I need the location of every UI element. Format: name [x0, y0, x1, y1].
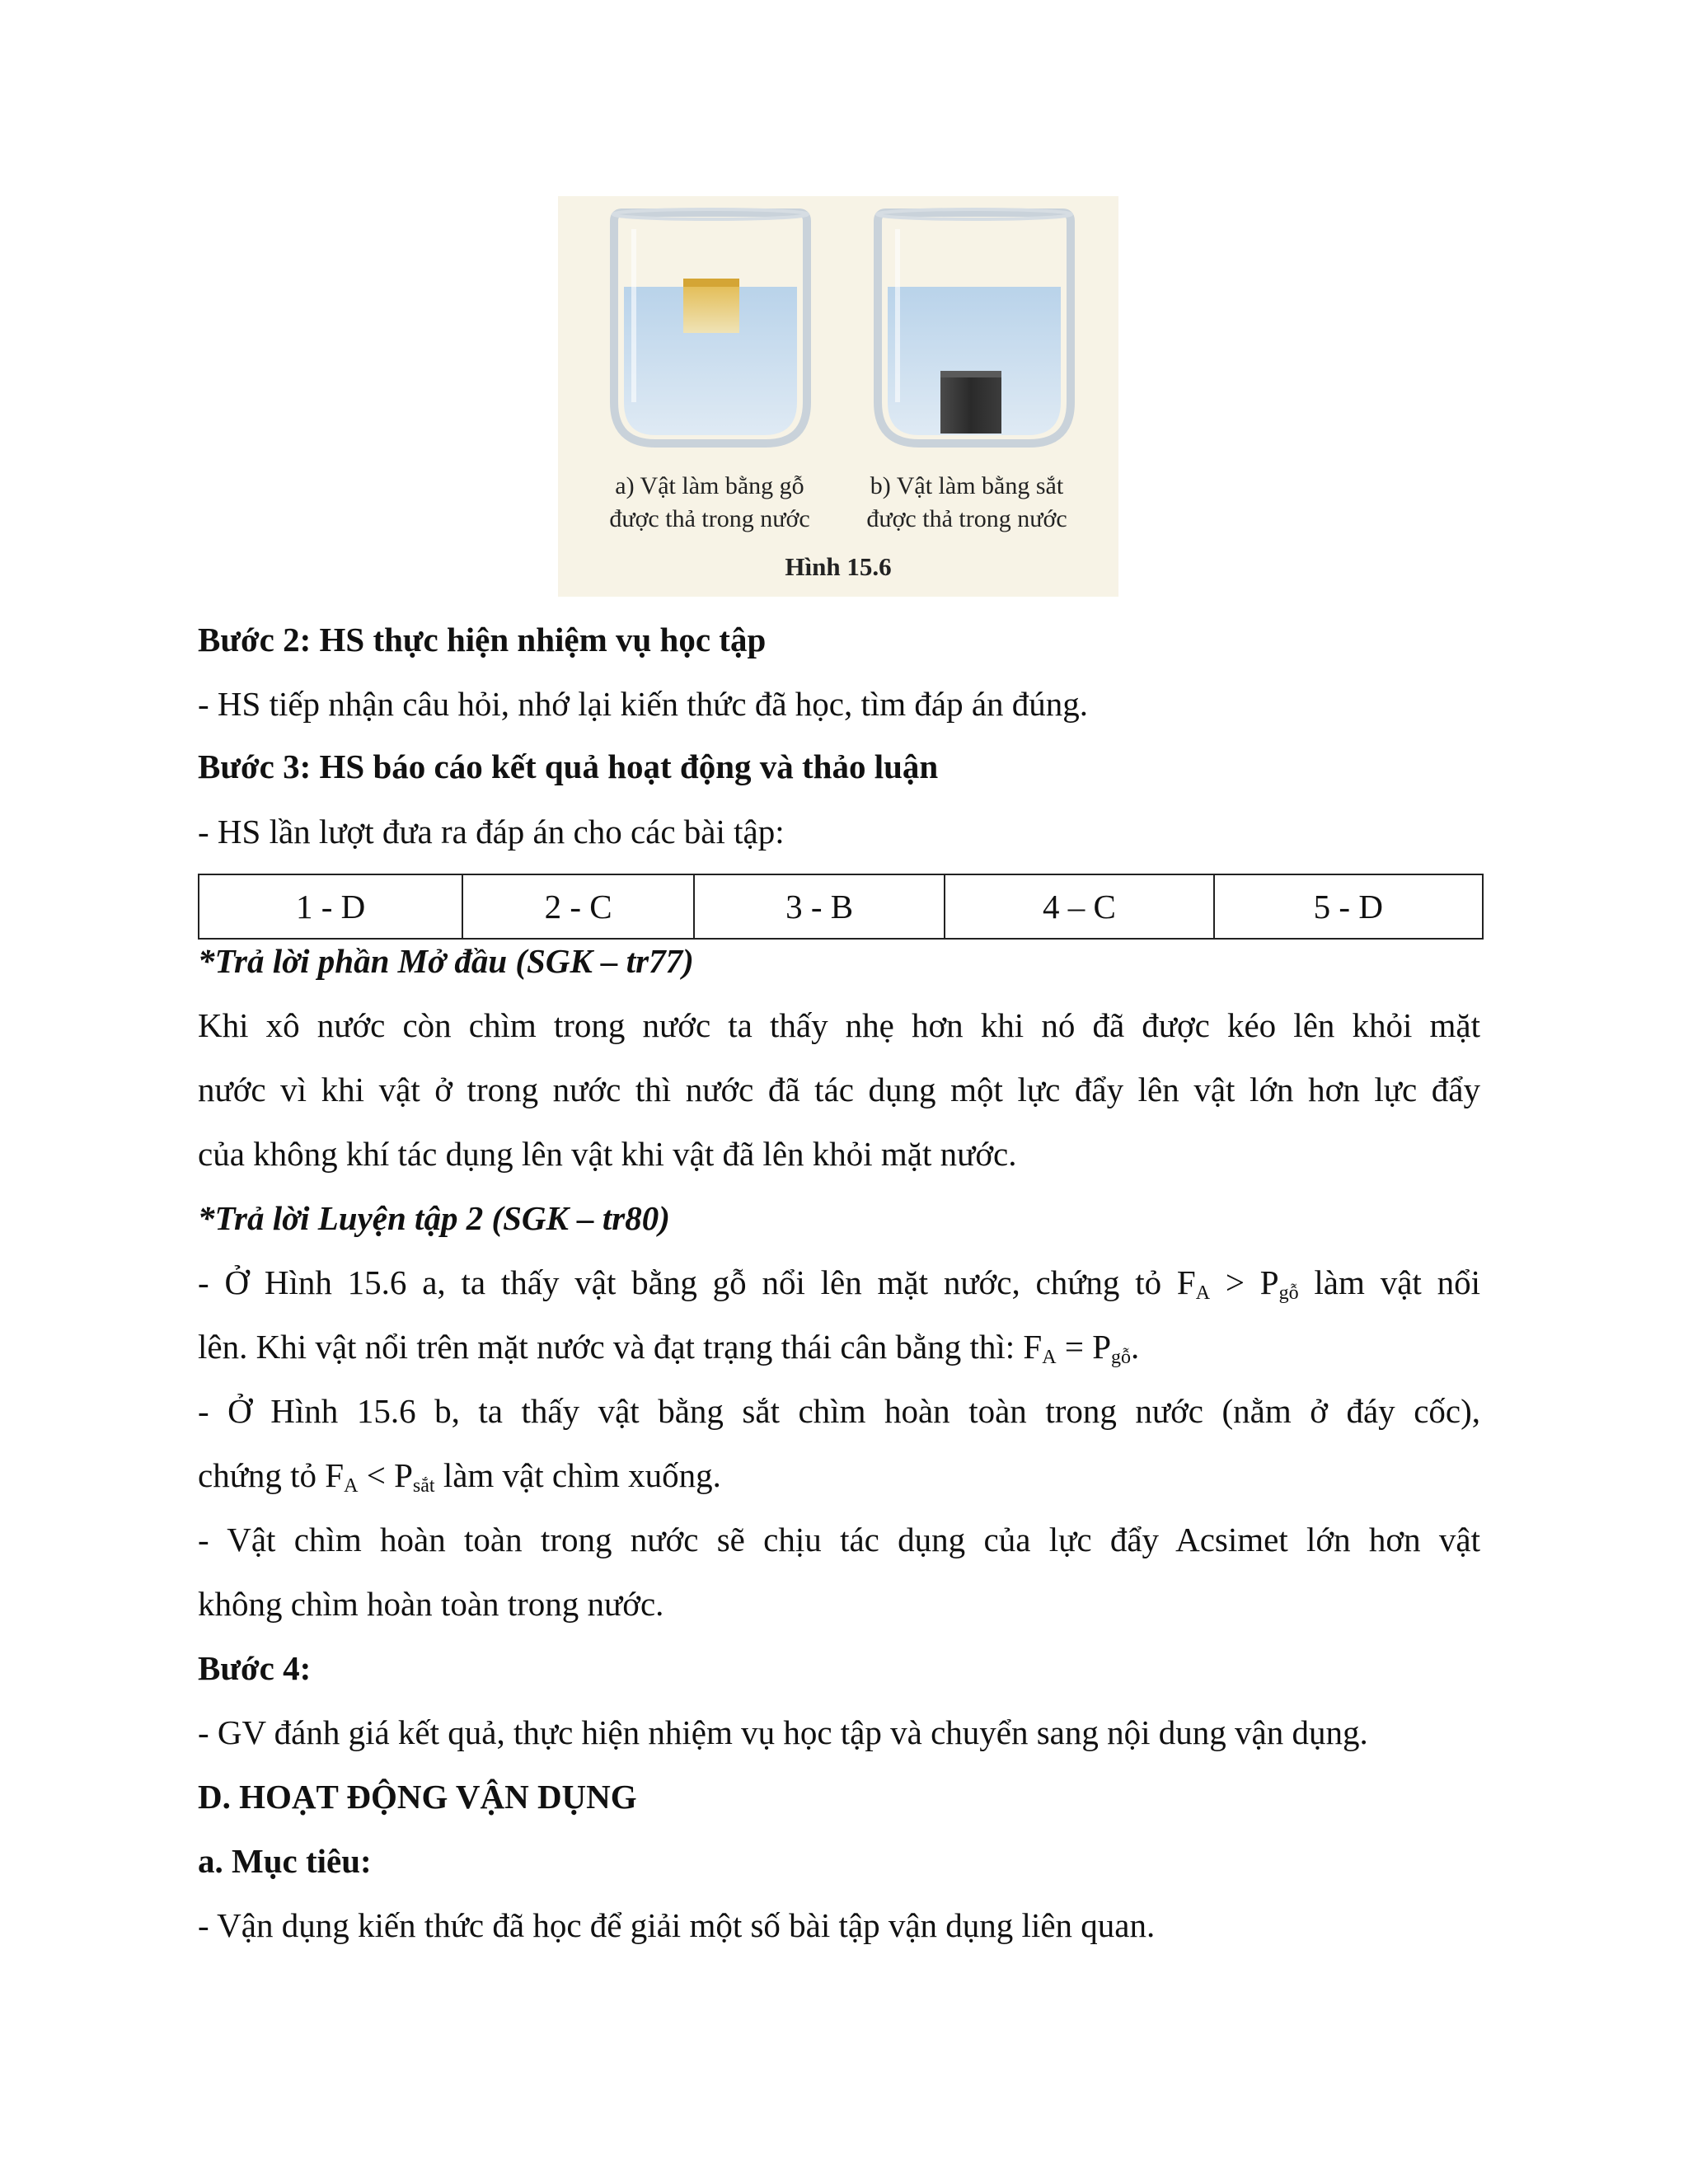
goal-text: - Vận dụng kiến thức đã học để giải một số bài tập vận dụng liên quan.	[198, 1906, 1156, 1944]
answer-cell: 1 - D	[199, 874, 462, 939]
goal-heading: a. Mục tiêu:	[198, 1842, 372, 1880]
practice-line-6: không chìm hoàn toàn trong nước.	[198, 1585, 664, 1623]
step3-text: - HS lần lượt đưa ra đáp án cho các bài tập:	[198, 813, 785, 851]
section-d-heading: D. HOẠT ĐỘNG VẬN DỤNG	[198, 1778, 637, 1816]
practice-line-2: lên. Khi vật nổi trên mặt nước và đạt trạng thái cân bằng thì: $F_A = P_{gỗ}$.	[198, 1328, 1140, 1368]
practice-line-5: - Vật chìm hoàn toàn trong nước sẽ chịu tác dụng của lực đẩy Acsimet lớn hơn vật	[198, 1521, 1480, 1558]
beaker-a	[613, 209, 808, 443]
caption-b-line2: được thả trong nước	[866, 505, 1067, 532]
caption-a	[586, 470, 833, 536]
opening-line-1: Khi xô nước còn chìm trong nước ta thấy nhẹ hơn khi nó đã được kéo lên khỏi mặt	[198, 1006, 1480, 1044]
iron-block	[940, 371, 1001, 434]
answer-cell: 3 - B	[694, 874, 945, 939]
beaker-b	[877, 209, 1071, 443]
step4-heading: Bước 4:	[198, 1649, 312, 1687]
opening-line-3: của không khí tác dụng lên vật khi vật đã lên khỏi mặt nước.	[198, 1135, 1017, 1173]
answer-cell: 2 - C	[462, 874, 694, 939]
opening-heading: *Trả lời phần Mở đầu (SGK – tr77)	[198, 942, 694, 980]
practice-line-4: chứng tỏ $F_A < P_{sắt}$ làm vật chìm xuống.	[198, 1456, 721, 1497]
answer-cell: 5 - D	[1214, 874, 1483, 939]
caption-a-line2: được thả trong nước	[609, 505, 810, 532]
step4-text: - GV đánh giá kết quả, thực hiện nhiệm vụ học tập và chuyển sang nội dung vận dụng.	[198, 1713, 1368, 1751]
step3-heading: Bước 3: HS báo cáo kết quả hoạt động và thảo luận	[198, 748, 939, 785]
answers-table	[198, 874, 1484, 940]
caption-b-line1: b) Vật làm bằng sắt	[870, 472, 1064, 499]
practice-line-1: - Ở Hình 15.6 a, ta thấy vật bằng gỗ nổi lên mặt nước, chứng tỏ $F_A > P_{gỗ}$ làm vật nổi	[198, 1263, 1480, 1304]
figure-15-6	[558, 196, 1118, 597]
answer-cell: 4 – C	[945, 874, 1213, 939]
practice-heading: *Trả lời Luyện tập 2 (SGK – tr80)	[198, 1199, 670, 1237]
caption-b	[843, 470, 1090, 536]
step2-heading: Bước 2: HS thực hiện nhiệm vụ học tập	[198, 621, 767, 658]
opening-line-2: nước vì khi vật ở trong nước thì nước đã tác dụng một lực đẩy lên vật lớn hơn lực đẩy	[198, 1071, 1480, 1108]
practice-line-3: - Ở Hình 15.6 b, ta thấy vật bằng sắt chìm hoàn toàn trong nước (nằm ở đáy cốc),	[198, 1392, 1480, 1430]
table-row	[199, 874, 1483, 939]
step2-text: - HS tiếp nhận câu hỏi, nhớ lại kiến thức đã học, tìm đáp án đúng.	[198, 685, 1089, 723]
figure-title: Hình 15.6	[785, 552, 892, 581]
caption-a-line1: a) Vật làm bằng gỗ	[615, 472, 804, 499]
